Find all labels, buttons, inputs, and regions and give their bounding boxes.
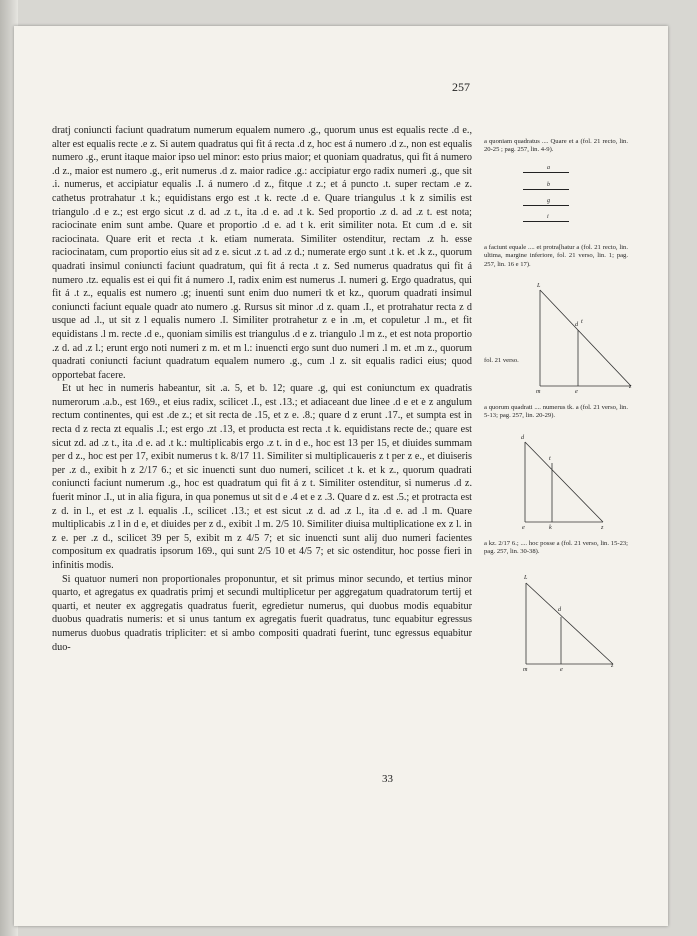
fig1-label-d: d: [575, 321, 579, 328]
fig3-label-L: L: [524, 574, 528, 581]
fig1-label-t: t: [581, 318, 583, 325]
margin-note-1: a quoniam quadratus .... Quare et a (fol. 21 recto, lin. 20-25 ; pag. 257, lin. 4-9).: [484, 138, 628, 154]
fig1-label-z: z: [629, 383, 632, 390]
fig2-label-z: z: [601, 524, 604, 531]
paragraph-3: Si quatuor numeri non proportionales proponuntur, et sit primus minor secundo, et tertius minor quarto, et agregatus ex quadratis primj et secundi multiplicetur per aggregatum quadratorum tertij et quarti, et neuter ex aggregatis quadratus fuerit, egredietur numerus, qui duobus modis equabitur duobus quadratis numeris: et si unus tantum ex agregatis fuerit quadratus, tunc equabitur egressus numerus duobus quadratis tripliciter: et si ambo compositi quadrati fuerint, tunc egressus equabitur duo-: [52, 573, 472, 653]
paragraph-2: Et ut hec in numeris habeantur, sit .a. 5, et b. 12; quare .g, qui est coniunctum ex quadratis numerorum .a.b., est 169., et eius radix, scilicet .I., est .13.; et adiaceant due linee .d e et e z angulum rectum continentes, qui est .de z.; et sit recta de .15, et z e. .8.; quare d z erunt .17., et sumpta est in recta d z recta zt equalis .I.; est ergo .zt .13, et producta est recta .t k. equidistans recte de.; quare est sicut zd. ad .z t., ita .d e. ad .t k.: multiplicabis ergo .z t. in d e., hoc est 13 per 15, et diuides summam per d z., hoc est per 17, exibit numerus t k. 8/17 11. Similiter si multiplicaueris z t per z e., et diuiseris per .z d., exibit h z 2/17 6.; et sic inuencti sunt duo numeri, scilicet .t k. et k z., quorum quadrati coniuncti faciunt numerum .g., hoc est quadratum qui fit á z t. Similiter ostenditur, si numerus .d z. fuerit minor .I., ut in alia figura, in qua ponemus ut sit d e .4 et e z .3. Quare d z. est .5.; et protracta est z d. in l., et est .z l. equalis .I., scilicet .13.; et est sicut .z d. ad .z l., ita .d e. ad .l m. Quare multiplicabis .z l in d e, et diuides per z d., exibit .l m. 2/5 10. Similiter diuisa multiplicatione ex z l. in z e. per .z d., scilicet 39 per 5, exibit m z 4/5 7; et sic inuencti sunt alij duo numeri facientes compositum ex quadratis ipsorum 169., qui sunt 2/5 10 et 4/5 7; et sic ostenditur, hoc posse fieri in infinitis modis.: [52, 383, 472, 571]
fig2-label-t: t: [549, 455, 551, 462]
folio-number: 33: [382, 773, 393, 785]
segment-g-label: g: [547, 198, 550, 204]
segment-i-label: i: [547, 214, 549, 220]
fig3-label-m: m: [523, 666, 528, 673]
fig2-label-k: k: [549, 524, 552, 531]
margin-note-3: a quorum quadrati .... numerus tk. a (fol. 21 verso, lin. 5-13; pag. 257, lin. 20-29).: [484, 404, 628, 420]
page-number: 257: [452, 80, 470, 94]
fig2-label-d: d: [521, 434, 525, 441]
paragraph-1: dratj coniuncti faciunt quadratum numerum equalem numero .g., quorum unus est equalis recte .d e., alter est equalis recte .e z. Si autem quadratus qui fit á recta .d z, hoc est á numero .d z., non est equalis numero .g., erunt itaque maior ipso uel minor: esto prius maior; et quoniam quadratus, qui fit á numero .d z., maior est numero .g., erit numerus .d z. maior radice .g.: accipiatur ergo radix numeri .g., que sit .i. numerus, et accipiatur equalis .I. á numero .d z., fitque .t z.; et á puncto .t. super rectam .e z. cathetus protrahatur .t k.; equidistans ergo est .t k. recte .d e. Quare triangulus .t k z similis est triangulo .d e z.; est ergo sicut .z d. ad .z t., ita .d e. ad .t k. Sed proportio .z d. ad .z t. est nota; raciocinate enim sunt ambe. Quare et proportio .d e. ad t k. erit similiter nota. Et cum .d e. sit raciocinata. Quare erit et recta .t k. etiam numerata. Similiter ostenditur, rectam .z h. esse raciocinatam, cum proportio eius sit ad z e. sicut .z t. ad .z d.; numerate ergo sunt .t k. et .k z., quorum quadrati insimul coniuncti faciunt quadratum, qui fit á recta .t z. Sed numerus quadratus qui fit á numero .tz. equalis est ei qui fit á numero .I, radix enim est numerus .I. numeri g. Ergo quadratus, qui fit á .t z., equalis est numero .g; inuenti sunt enim duo numeri tk et kz., quorum quadrati insimul coniuncti faciunt equale quadr ato numero .g. Rursus sit minor .d z. quam .I., et protrahatur recta z d usque ad .l., ut sit z l equalis numero .I. Similiter protrahetur z e in .m, et copuletur .l m., et fit equidistans .l m. recte .d e., quoniam similis est triangulus .d e z. triangulo .l m z., et est nota proportio .z d. ad .z l.; erunt ergo noti numeri z m. et m l.: inuencti ergo sunt duo numeri .l m. et .m z., quorum quadrati coniuncti faciunt quadratum equalem numero .g., cum .l z. sit equalis radici eius; quod opportebat facere.: [52, 125, 472, 381]
margin-note-4: a kz. 2/17 6.; .... hoc posse a (fol. 21 verso, lin. 15-23; pag. 257, lin. 30-38).: [484, 540, 628, 556]
fig3-label-z: z: [611, 662, 614, 669]
fig2-label-e: e: [522, 524, 525, 531]
fig3-label-d: d: [558, 606, 562, 613]
segment-b-label: b: [547, 182, 550, 188]
folio-reference: fol. 21 verso.: [484, 357, 519, 364]
fig3-label-e: e: [560, 666, 563, 673]
fig1-label-e: e: [575, 388, 578, 395]
margin-note-2: a faciunt equale .... et protra[hatur a (fol. 21 recto, lin. ultima, margine inferiore, fol. 21 verso, lin. 1; pag. 257, lin. 16 e 17).: [484, 244, 628, 268]
fig1-label-m: m: [536, 388, 541, 395]
segment-a-label: a: [547, 165, 550, 171]
fig1-label-L: L: [537, 282, 541, 289]
